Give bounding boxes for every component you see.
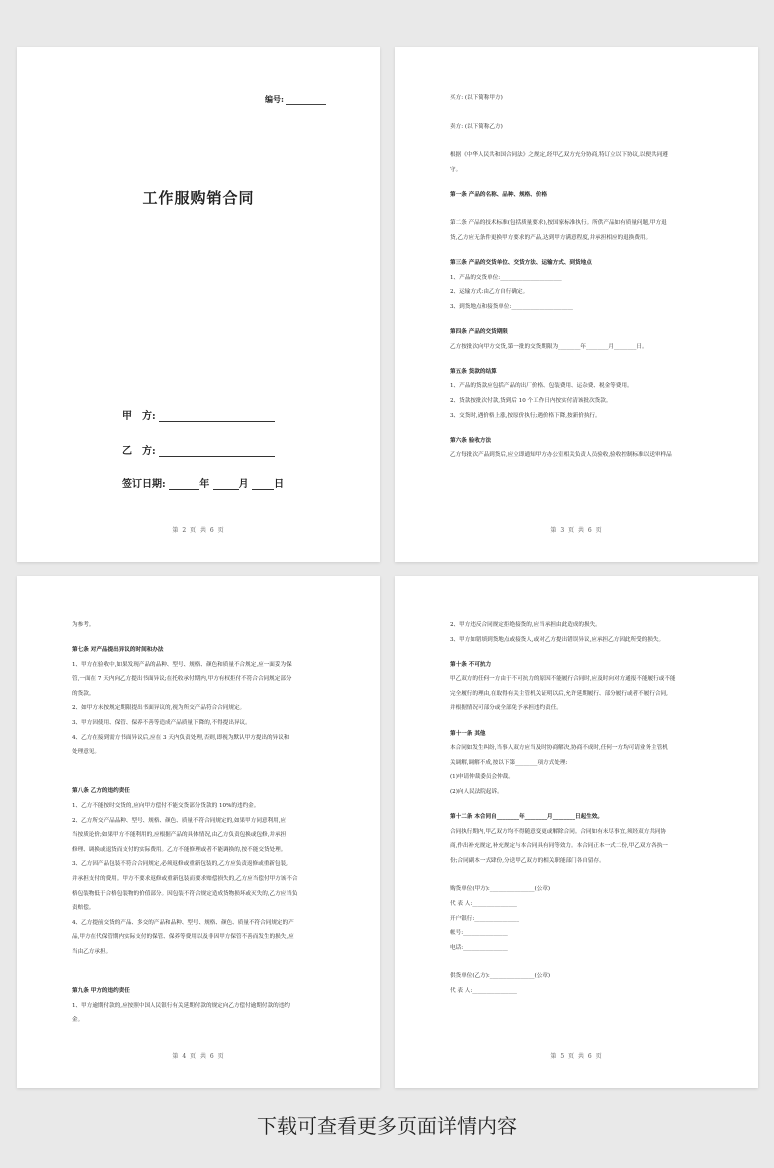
day-label: 日	[274, 479, 285, 490]
body-line: (1)申请仲裁委员会仲裁。	[450, 774, 514, 781]
body-line: 当按质论价;如果甲方不能利用的,应根据产品的具体情况,由乙方负责包换或包修,并承担	[72, 832, 287, 839]
clause-heading: 第五条 货款的结算	[450, 368, 497, 375]
body-line: 购货单位(甲方):________________(公章)	[450, 886, 551, 893]
clause-heading: 第四条 产品的交货期限	[450, 329, 508, 336]
paragraph-gap	[72, 959, 320, 973]
body-line: 乙方每批次产品到货后,应立即通知甲方办公室相关负责人员验收,验收控制标准以送审样品	[450, 452, 672, 459]
body-line: 2、货款按批次付款,货到后 10 个工作日内按实付清该批次货款。	[450, 397, 612, 404]
body-line: 本合同如发生纠纷,当事人双方应当及时协商解决,协商不成时,任何一方均可请业务主管机	[450, 745, 668, 752]
body-line: 守。	[450, 166, 462, 173]
party-a-blank	[159, 410, 275, 422]
clause-heading: 第九条 甲方的违约责任	[72, 987, 130, 994]
body-line: 2、甲方违反合同规定拒绝接货的,应当承担由此造成的损失。	[450, 622, 601, 628]
contract-title: 工作服购销合同	[142, 189, 255, 207]
contract-number-field	[265, 94, 326, 105]
body-line: 完全履行的理由,在取得有关主管机关证明以后,允许延期履行、部分履行或者不履行合同,	[450, 690, 668, 697]
body-line: 帐号:________________	[450, 930, 508, 937]
paragraph-gap	[450, 106, 713, 120]
sign-date-field	[122, 475, 284, 490]
body-line: 商,作出补充规定,补充规定与本合同具有同等效力。本合同正本一式二份,甲乙双方各执一	[450, 843, 668, 850]
body-line: 买方: (以下简称甲方)	[450, 95, 503, 101]
clause-heading: 第七条 对产品提出异议的时间和办法	[72, 647, 164, 654]
body-line: 4、乙方在接到需方书面异议后,应在 3 天内负责处理,否则,即视为默认甲方提出的异议和	[72, 734, 290, 741]
page-body	[450, 91, 713, 463]
paragraph-gap	[450, 202, 713, 216]
month-label: 月	[238, 479, 249, 490]
contract-page-4	[17, 576, 380, 1088]
day-blank	[252, 478, 274, 490]
clause-heading: 第六条 验收方法	[450, 437, 492, 444]
party-a-field	[122, 407, 275, 422]
party-b-label: 乙 方:	[122, 446, 156, 457]
body-line: 合同执行期内,甲乙双方均不得随意变更或解除合同。合同如有未尽事宜,须经双方共同协	[450, 828, 667, 835]
body-line: 1、甲方逾期付款的,应按照中国人民银行有关延期付款的规定向乙方偿付逾期付款的违约	[72, 1002, 290, 1009]
body-line: 1、乙方不能按时交货的,应向甲方偿付不能交货部分货款的 10%的违约金。	[72, 802, 260, 809]
paragraph-gap	[450, 868, 713, 882]
body-line: 卖方: (以下简称乙方)	[450, 123, 503, 130]
body-line: 代 表 人:________________	[450, 987, 517, 994]
body-line: 3、交货时,遇价格上涨,按原价执行;遇价格下降,按新价执行。	[450, 412, 601, 419]
body-line: 品,甲方在代保管期内实际支付的保管、保养等费用以及非因甲方保管不善而发生的损失,应	[72, 934, 294, 941]
page-body	[450, 618, 713, 999]
contract-number-blank	[286, 96, 326, 105]
clause-heading: 第十一条 其他	[450, 730, 486, 737]
body-line: 修理、调换或退货而支付的实际费用。乙方不能修理或者不能调换的,按不能交货处理。	[72, 846, 287, 853]
body-line: 责赔偿。	[72, 905, 95, 912]
page-number: 第 4 页 共 6 页	[172, 1053, 225, 1060]
year-label: 年	[199, 479, 210, 490]
body-line: 的货款。	[72, 690, 95, 697]
clause-heading: 第十二条 本合同自________年________月________日起生效。	[450, 814, 603, 821]
contract-page-5	[395, 576, 758, 1088]
body-line: 乙方按批次向甲方交货,第一批的交货期限为________年________月________日。	[450, 343, 648, 350]
body-line: 代 表 人:________________	[450, 901, 517, 907]
paragraph-gap	[450, 955, 713, 969]
body-line: 2、乙方所交产品品种、型号、规格、颜色、质量不符合同规定的,如果甲方同意利用,应	[72, 817, 287, 824]
body-line: 货,乙方应无条件更换甲方要求的产品,达到甲方满意程度,并承担相应的退换费用。	[450, 235, 652, 242]
page-body	[72, 618, 320, 1028]
body-line: 4、乙方提前交货的产品、多交的产品和品种、型号、规格、颜色、质量不符合同规定的产	[72, 919, 294, 926]
body-line: 份;合同副本一式肆份,分送甲乙双方的相关职能部门各自留存。	[450, 857, 605, 864]
sign-date-label: 签订日期:	[122, 479, 166, 490]
page-number: 第 2 页 共 6 页	[172, 527, 225, 534]
body-line: 1、产品的交货单位:______________________	[450, 274, 562, 281]
body-line: 3、到货地点和接货单位:______________________	[450, 303, 573, 310]
contract-cover-page	[17, 47, 380, 562]
paragraph-gap	[72, 760, 320, 774]
contract-number-label: 编号:	[265, 94, 284, 104]
body-line: 3、甲方如错填到货地点或接货人,或对乙方提出错误异议,应承担乙方因此所受的损失。	[450, 636, 665, 643]
body-line: 第二条 产品的技术标准(包括质量要求),按国家标准执行。所供产品如有质量问题,甲方退	[450, 220, 667, 227]
contract-page-3	[395, 47, 758, 562]
body-line: 根据《中华人民共和国合同法》之规定,经甲乙双方充分协商,特订立以下协议,以便共同遵	[450, 152, 668, 159]
year-blank	[169, 478, 199, 490]
party-a-label: 甲 方:	[122, 411, 156, 422]
body-line: 并根据情况可部分或全部免予承担违约责任。	[450, 705, 562, 712]
body-line: 2、如甲方未按规定期限提出书面异议的,视为所交产品符合合同规定。	[72, 705, 246, 712]
body-line: 当由乙方承担。	[72, 948, 112, 955]
page-number: 第 3 页 共 6 页	[550, 527, 603, 534]
body-line: 并承担支付的费用。甲方不要求返修或重新包装而要求赔偿损失的,乙方应当偿付甲方该不合	[72, 875, 298, 882]
body-line: 3、甲方因使用、保管、保养不善等造成产品质量下降的,不得提出异议。	[72, 720, 251, 727]
body-line: 1、甲方在验收中,如果发现产品的品种、型号、规格、颜色和质量不合规定,应一面妥为保	[72, 661, 292, 668]
clause-heading: 第十条 不可抗力	[450, 661, 492, 668]
body-line: 处理意见。	[72, 749, 100, 756]
body-line: 管,一面在 7 天内向乙方提出书面异议;在托收承付期内,甲方有权拒付不符合合同规定部分	[72, 676, 292, 683]
body-line: 供货单位(乙方):________________(公章)	[450, 973, 551, 980]
month-blank	[213, 478, 239, 490]
body-line: 金。	[72, 1017, 84, 1024]
page-number: 第 5 页 共 6 页	[550, 1053, 603, 1060]
body-line: 2、运输方式:由乙方自行确定。	[450, 289, 529, 296]
clause-heading: 第一条 产品的名称、品种、规格、价格	[450, 191, 548, 198]
body-line: 为参考。	[72, 622, 95, 628]
body-line: 电话:________________	[450, 944, 508, 951]
body-line: 3、乙方因产品包装不符合合同规定,必须返修或重新包装的,乙方应负责返修或重新包装,	[72, 861, 288, 868]
body-line: 甲乙双方的任何一方由于不可抗力的原因不能履行合同时,应及时向对方通报不能履行或不能	[450, 676, 676, 683]
download-caption: 下载可查看更多页面详情内容	[257, 1114, 517, 1138]
body-line: 开户银行:________________	[450, 915, 520, 922]
party-b-blank	[159, 445, 275, 457]
party-b-field	[122, 442, 275, 457]
body-line: 1、产品的货款应包括产品的出厂价格、包装费用、运杂费、税金等费用。	[450, 383, 633, 390]
clause-heading: 第八条 乙方的违约责任	[72, 788, 130, 795]
clause-heading: 第三条 产品的交货单位、交货方法、运输方式、到货地点	[450, 260, 592, 267]
body-line: 格包装物低于合格包装物的价值部分。因包装不符合规定造成货物损坏或灭失的,乙方应当负	[72, 890, 298, 897]
paragraph-gap	[450, 134, 713, 148]
body-line: 关调解,调解不成,按以下第________项方式处理:	[450, 759, 568, 766]
body-line: (2)向人民法院起诉。	[450, 788, 503, 795]
